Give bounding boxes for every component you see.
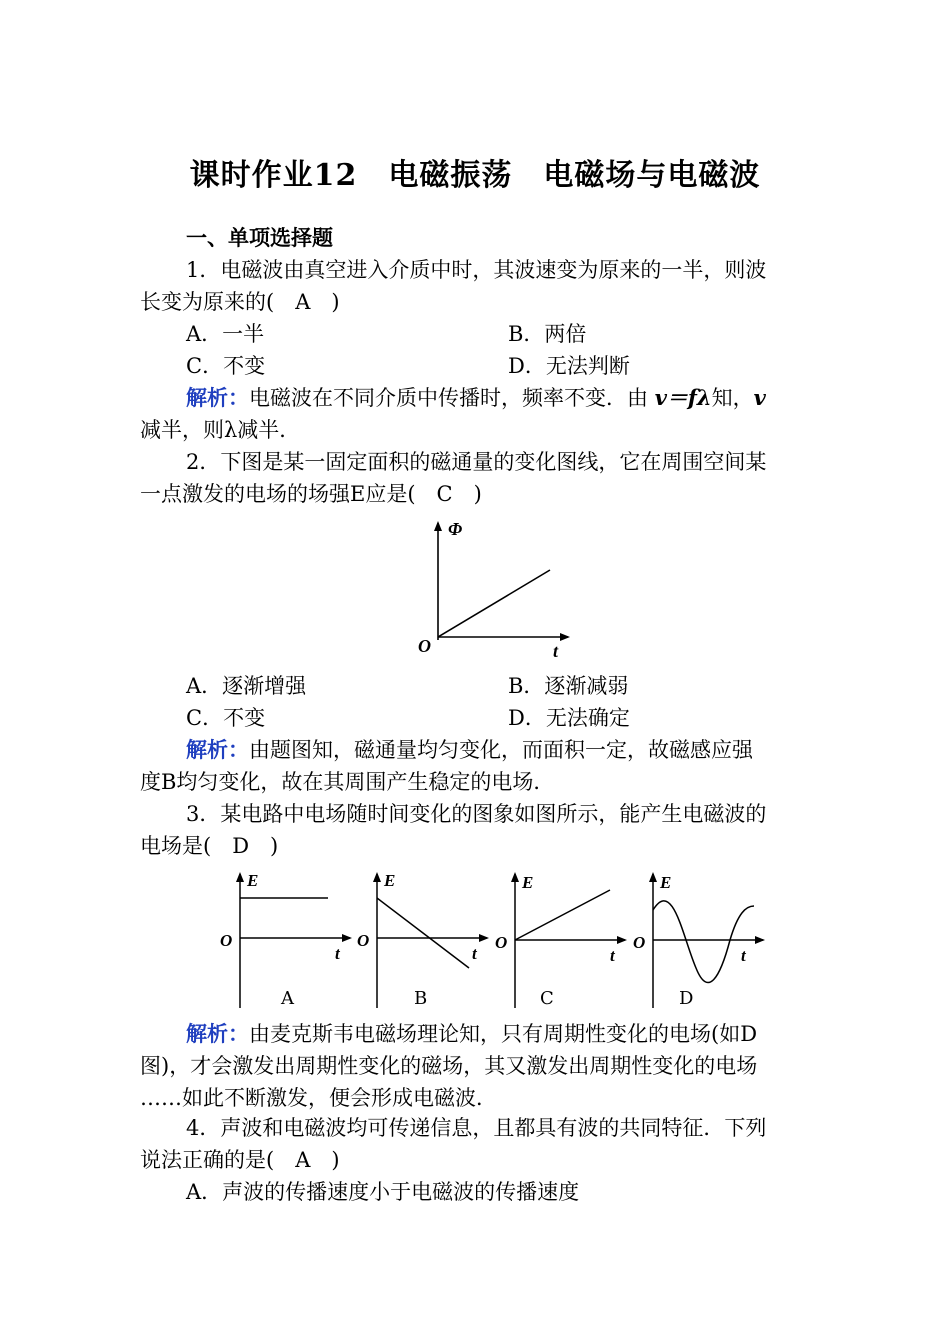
q4-stem-line1: 4．声波和电磁波均可传递信息，且都具有波的共同特征．下列 xyxy=(186,1116,767,1140)
q1-speed-symbol: v xyxy=(654,385,667,410)
q3-c-curve xyxy=(515,890,610,940)
q1-speed-symbol-2: v xyxy=(753,385,766,410)
q3-analysis-line1 xyxy=(186,1018,866,1050)
q1-option-b: B．两倍 xyxy=(508,322,587,346)
q4-option-a: A．声波的传播速度小于电磁波的传播速度 xyxy=(186,1180,580,1204)
q2-stem-line2: 一点激发的电场的场强E应是( C ) xyxy=(140,482,482,506)
q1-analysis-line1 xyxy=(186,382,866,414)
q2-analysis-label: 解析： xyxy=(186,737,249,762)
q2-x-arrow xyxy=(560,633,570,641)
q3-caption-b: B xyxy=(414,988,428,1009)
q2-analysis-line2: 度B均匀变化，故在其周围产生稳定的电场． xyxy=(140,770,555,794)
q3-a-origin: O xyxy=(220,931,233,950)
q3-caption-d: D xyxy=(679,988,694,1009)
q1-analysis-text-b: 知， xyxy=(711,386,754,410)
q3-analysis-text: 由麦克斯韦电磁场理论知，只有周期性变化的电场(如D xyxy=(249,1022,758,1046)
q3-a-x-label: t xyxy=(335,944,340,963)
q1-option-d: D．无法判断 xyxy=(508,354,630,378)
q2-y-label: Φ xyxy=(448,519,463,539)
q3-b-curve xyxy=(377,898,469,968)
q3-c-x-label: t xyxy=(610,946,615,965)
q3-analysis-label: 解析： xyxy=(186,1021,249,1046)
q1-option-a: A．一半 xyxy=(186,322,265,346)
q3-a-y-label: E xyxy=(247,871,259,890)
q2-origin-label: O xyxy=(418,636,431,656)
q1-stem-line1: 1．电磁波由真空进入介质中时，其波速变为原来的一半，则波 xyxy=(186,258,767,282)
section-heading: 一、单项选择题 xyxy=(186,225,333,250)
q3-b-origin: O xyxy=(357,931,370,950)
q3-c-y-label: E xyxy=(522,873,534,892)
q1-option-c: C．不变 xyxy=(186,354,266,378)
q2-y-arrow xyxy=(434,521,442,531)
q3-graph-d xyxy=(628,868,768,1013)
q3-c-origin: O xyxy=(495,933,508,952)
q3-analysis-line3: ……如此不断激发，便会形成电磁波． xyxy=(140,1086,497,1110)
q2-option-d: D．无法确定 xyxy=(508,706,630,730)
page-title: 课时作业12 电磁振荡 电磁场与电磁波 xyxy=(189,158,761,193)
q3-d-y-label: E xyxy=(660,873,672,892)
q3-b-y-label: E xyxy=(384,871,396,890)
q2-analysis-line1 xyxy=(186,734,866,766)
q3-stem-line1: 3．某电路中电场随时间变化的图象如图所示，能产生电磁波的 xyxy=(186,802,767,826)
q3-d-x-label: t xyxy=(741,946,746,965)
q2-option-b: B．逐渐减弱 xyxy=(508,674,629,698)
q3-d-curve xyxy=(653,901,754,983)
q3-analysis-line2: 图)，才会激发出周期性变化的磁场，其又激发出周期性变化的电场 xyxy=(140,1054,758,1078)
q3-caption-c: C xyxy=(540,988,554,1009)
q1-analysis-line2: 减半，则λ减半． xyxy=(140,418,301,442)
q2-option-a: A．逐渐增强 xyxy=(186,674,307,698)
q3-graph-c xyxy=(490,868,630,1013)
q2-stem-line1: 2．下图是某一固定面积的磁通量的变化图线，它在周围空间某 xyxy=(186,450,767,474)
q4-stem-line2: 说法正确的是( A ) xyxy=(140,1148,340,1172)
q1-equation: ＝fλ xyxy=(666,385,712,410)
q3-d-origin: O xyxy=(633,933,646,952)
q3-caption-a: A xyxy=(281,988,294,1009)
q2-analysis-text: 由题图知，磁通量均匀变化，而面积一定，故磁感应强 xyxy=(249,738,753,762)
q2-x-label: t xyxy=(553,641,559,661)
q3-stem-line2: 电场是( D ) xyxy=(140,834,279,858)
q2-option-c: C．不变 xyxy=(186,706,266,730)
q1-stem-line2: 长变为原来的( A ) xyxy=(140,290,340,314)
q2-flux-graph xyxy=(410,515,580,665)
q2-flux-line xyxy=(438,570,550,637)
q3-b-x-label: t xyxy=(472,944,477,963)
q1-analysis-text-a: 电磁波在不同介质中传播时，频率不变．由 xyxy=(249,386,648,410)
q1-analysis-label: 解析： xyxy=(186,385,249,410)
